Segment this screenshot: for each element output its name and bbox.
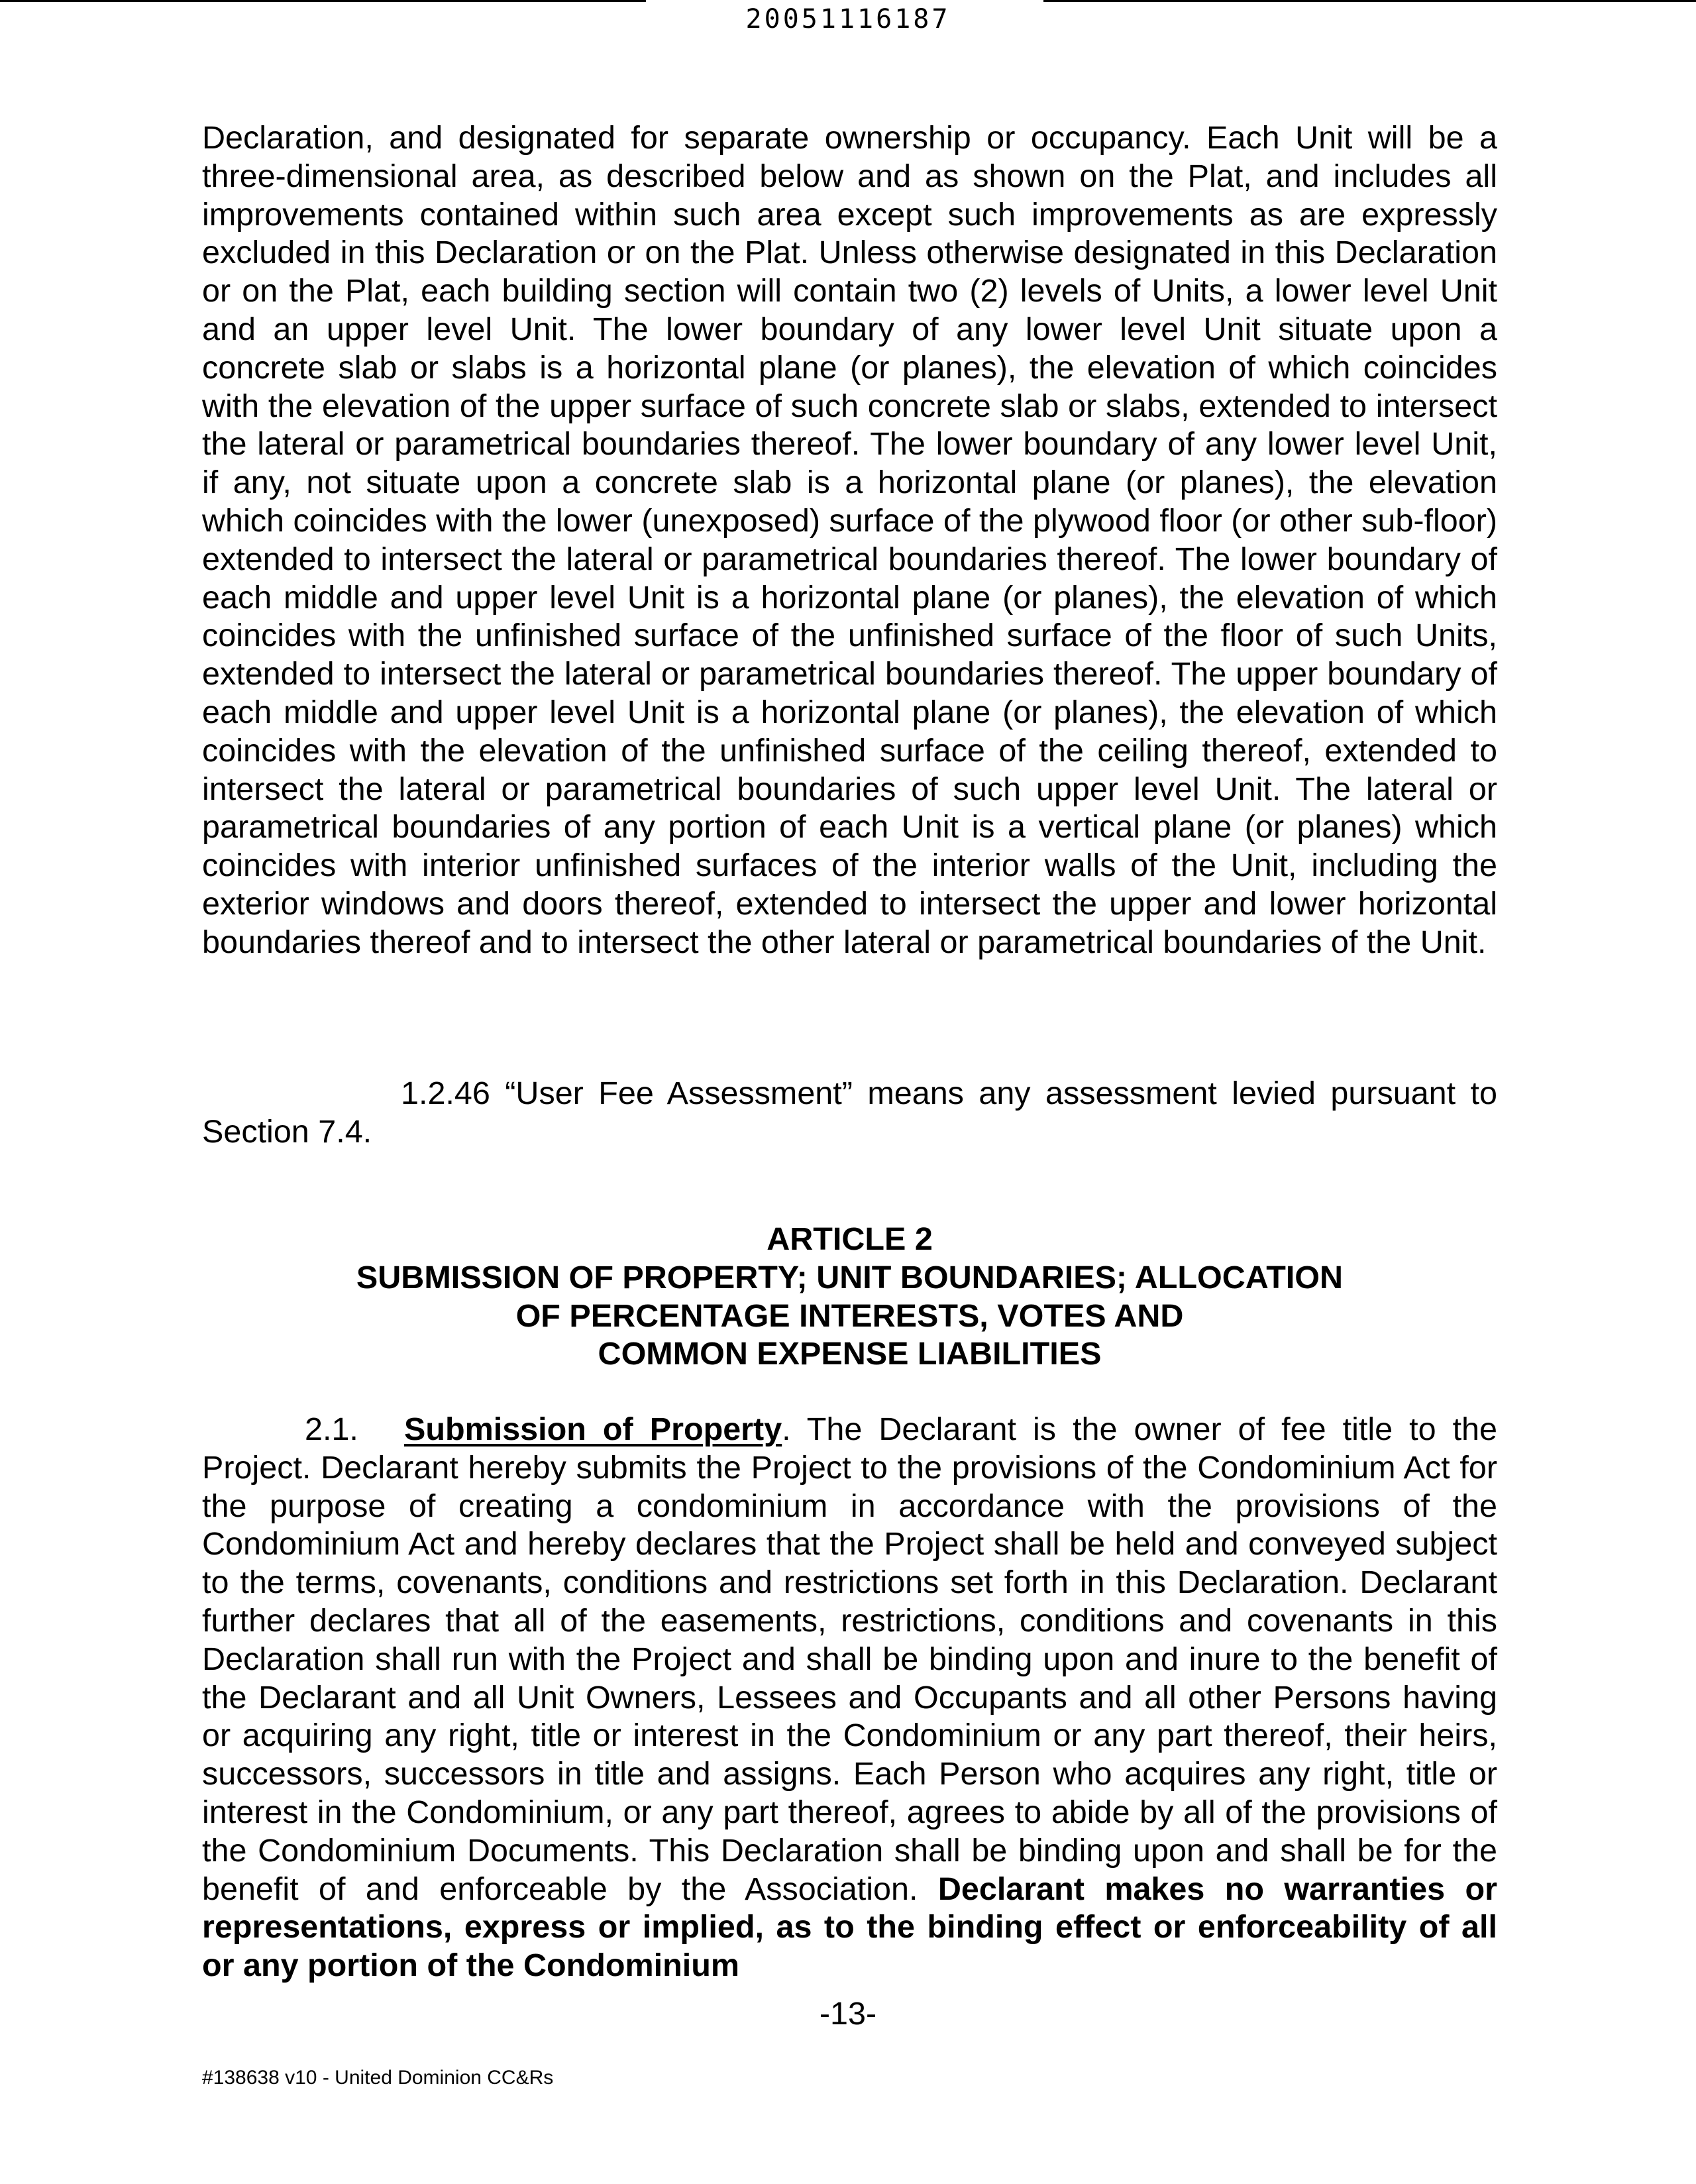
top-rule-right — [1043, 0, 1696, 2]
article-title-line-1: SUBMISSION OF PROPERTY; UNIT BOUNDARIES; ALLOCATION — [356, 1259, 1344, 1295]
section-title: Submission of Property — [404, 1411, 782, 1447]
document-number: 20051116187 — [745, 4, 951, 34]
page-number: -13- — [819, 1996, 877, 2032]
article-title-line-2: OF PERCENTAGE INTERESTS, VOTES AND — [515, 1297, 1184, 1334]
footer-document-id: #138638 v10 - United Dominion CC&Rs — [202, 2067, 554, 2089]
top-rule-left — [0, 0, 646, 2]
unit-definition-paragraph: Declaration, and designated for separate ownership or occupancy. Each Unit will be a three-dimensional area, as described below and as shown on the Plat, and includes all improvements contained within such area except such improvements as are expressly excluded in this Declaration or on the Plat. Unless otherwise designated in this Declaration or on the Plat, each building section will contain two (2) levels of Units, a lower level Unit and an upper level Unit. The lower boundary of any lower level Unit situate upon a concrete slab or slabs is a horizontal plane (or planes), the elevation of which coincides with the elevation of the upper surface of such concrete slab or slabs, extended to intersect the lateral or parametrical boundaries thereof. The lower boundary of any lower level Unit, if any, not situate upon a concrete slab is a horizontal plane (or planes), the elevation which coincides with the lower (unexposed) surface of the plywood floor (or other sub-floor) extended to intersect the lateral or parametrical boundaries thereof. The lower boundary of each middle and upper level Unit is a horizontal plane (or planes), the elevation of which coincides with the unfinished surface of the unfinished surface of the floor of such Units, extended to intersect the lateral or parametrical boundaries thereof. The upper boundary of each middle and upper level Unit is a horizontal plane (or planes), the elevation of which coincides with the elevation of the unfinished surface of the ceiling thereof, extended to intersect the lateral or parametrical boundaries of such upper level Unit. The lateral or parametrical boundaries of any portion of each Unit is a vertical plane (or planes) which coincides with interior unfinished surfaces of the interior walls of the Unit, including the exterior windows and doors thereof, extended to intersect the upper and lower horizontal boundaries thereof and to intersect the other lateral or parametrical boundaries of the Unit. — [202, 120, 1497, 960]
user-fee-assessment-definition: 1.2.46 “User Fee Assessment” means any assessment levied pursuant to Section 7.4. — [202, 1075, 1497, 1150]
section-number: 2.1. — [305, 1411, 358, 1447]
section-bold-disclaimer: Declarant makes no warranties or representations, express or implied, as to the binding effect or enforceability of all or any portion of the Condominium — [202, 1871, 1497, 1984]
article-number: ARTICLE 2 — [767, 1221, 933, 1257]
section-2-1-paragraph — [202, 1411, 1497, 1985]
article-heading — [202, 1221, 1497, 1374]
article-title-line-3: COMMON EXPENSE LIABILITIES — [598, 1336, 1102, 1372]
section-body-text: . The Declarant is the owner of fee title to the Project. Declarant hereby submits the Project to the provisions of the Condominium Act for the purpose of creating a condominium in accordance with the provisions of the Condominium Act and hereby declares that the Project shall be held and conveyed subject to the terms, covenants, conditions and restrictions set forth in this Declaration. Declarant further declares that all of the easements, restrictions, conditions and covenants in this Declaration shall run with the Project and shall be binding upon and inure to the benefit of the Declarant and all Unit Owners, Lessees and Occupants and all other Persons having or acquiring any right, title or interest in the Condominium or any part thereof, their heirs, successors, successors in title and assigns. Each Person who acquires any right, title or interest in the Condominium, or any part thereof, agrees to abide by all of the provisions of the Condominium Documents. This Declaration shall be binding upon and shall be for the benefit of and enforceable by the Association. — [202, 1411, 1498, 1907]
